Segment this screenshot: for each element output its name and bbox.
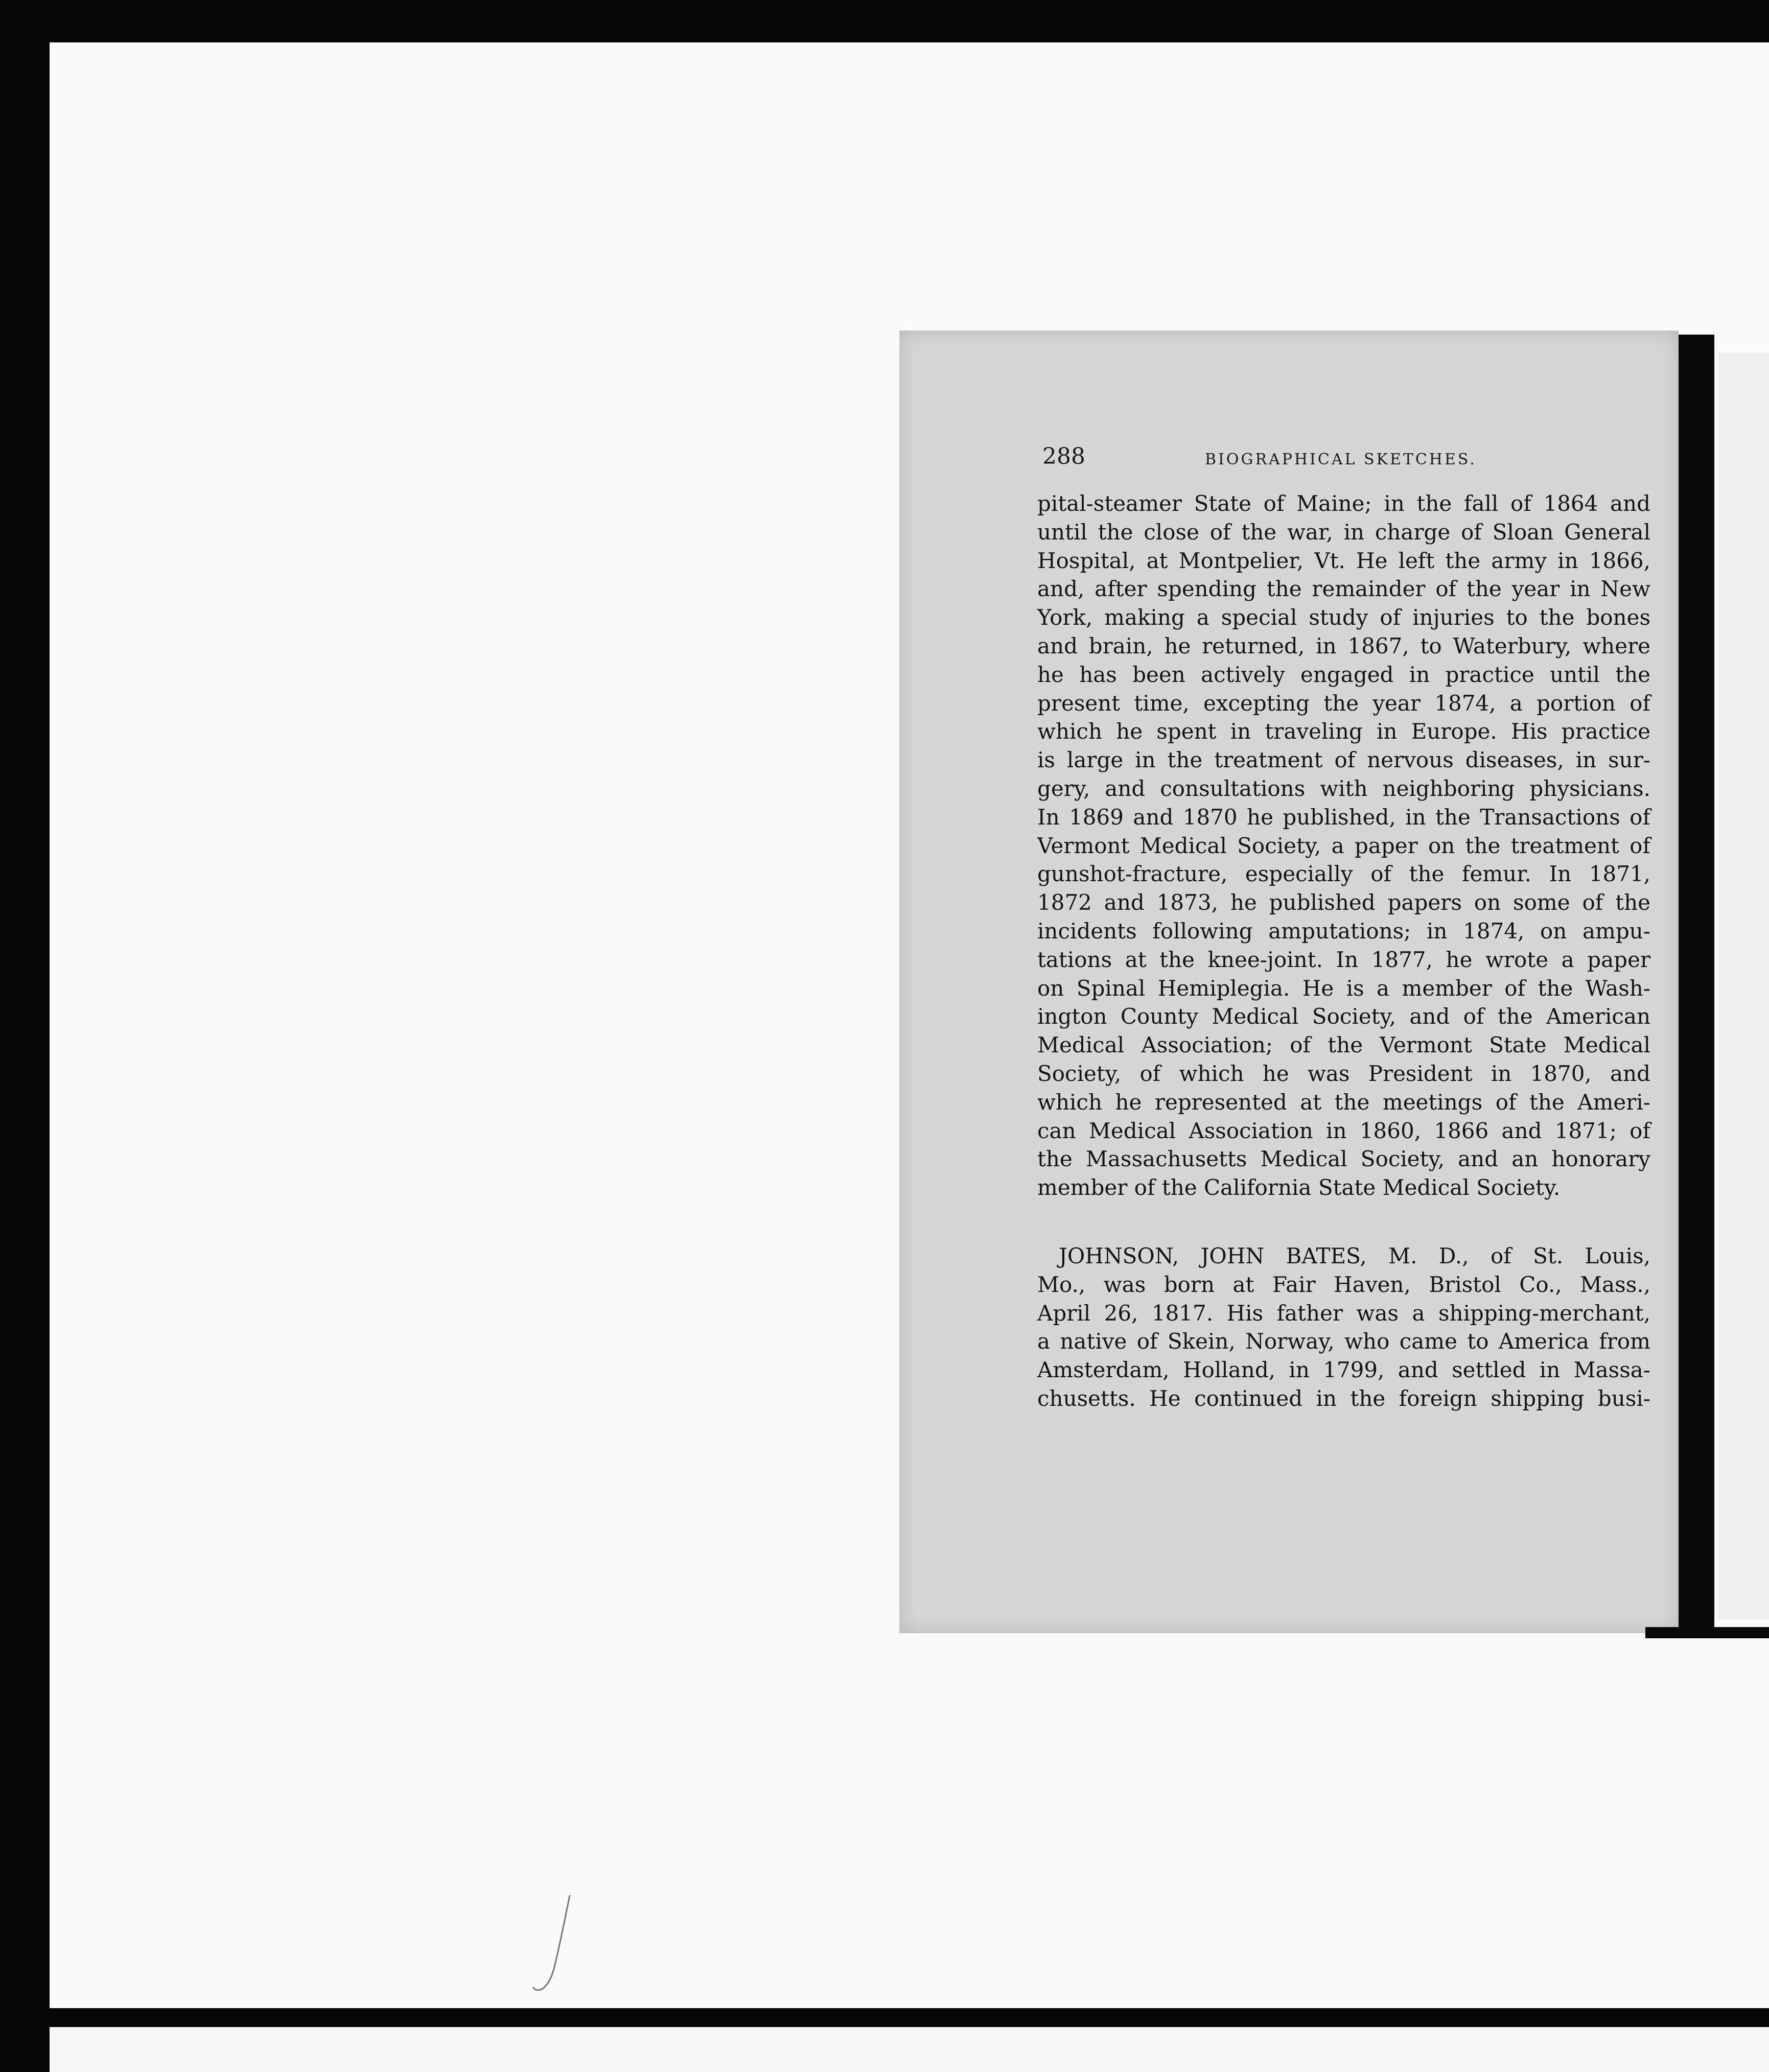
page-body <box>1037 489 1650 1413</box>
text-line: Medical Association; of the Vermont State Medical <box>1037 1032 1650 1058</box>
paragraph-gap <box>1037 1202 1650 1242</box>
text-line: which he spent in traveling in Europe. His practice <box>1037 719 1650 744</box>
running-head <box>1042 443 1620 474</box>
text-line: which he represented at the meetings of the Ameri- <box>1037 1089 1650 1115</box>
binding-bottom-edge <box>1645 1627 1769 1638</box>
text-line: and brain, he returned, in 1867, to Waterbury, where <box>1037 633 1650 658</box>
text-line: York, making a special study of injuries to the bones <box>1037 605 1650 630</box>
facing-page-edge <box>1718 352 1769 1619</box>
text-line: pital-steamer State of Maine; in the fall of 1864 and <box>1037 491 1650 516</box>
text-line: 1872 and 1873, he published papers on some of the <box>1037 890 1650 915</box>
text-line: can Medical Association in 1860, 1866 and 1871; of <box>1037 1118 1650 1143</box>
next-sheet-edge <box>50 2027 1769 2072</box>
text-line: until the close of the war, in charge of Sloan General <box>1037 519 1650 545</box>
text-line: incidents following amputations; in 1874, on ampu- <box>1037 918 1650 944</box>
text-line: Amsterdam, Holland, in 1799, and settled in Massa- <box>1037 1357 1650 1383</box>
text-line: In 1869 and 1870 he published, in the Transactions of <box>1037 804 1650 830</box>
text-line: ington County Medical Society, and of the American <box>1037 1004 1650 1029</box>
text-line: April 26, 1817. His father was a shipping-merchant, <box>1037 1300 1650 1326</box>
text-line: gery, and consultations with neighboring physicians. <box>1037 775 1650 801</box>
text-line: on Spinal Hemiplegia. He is a member of the Wash- <box>1037 975 1650 1001</box>
text-line: tations at the knee-joint. In 1877, he wrote a paper <box>1037 947 1650 972</box>
text-line: chusetts. He continued in the foreign shipping busi- <box>1037 1385 1650 1411</box>
text-line: Vermont Medical Society, a paper on the treatment of <box>1037 833 1650 858</box>
text-line: gunshot-fracture, especially of the femur. In 1871, <box>1037 861 1650 887</box>
text-line: member of the California State Medical Society. <box>1037 1175 1561 1200</box>
text-line: the Massachusetts Medical Society, and an honorary <box>1037 1146 1650 1172</box>
text-line: present time, excepting the year 1874, a portion of <box>1037 690 1650 716</box>
page-number: 288 <box>1042 443 1085 469</box>
text-line: Hospital, at Montpelier, Vt. He left the army in 1866, <box>1037 548 1650 573</box>
text-line: and, after spending the remainder of the year in New <box>1037 576 1650 602</box>
scan-stray-mark <box>529 1890 575 2008</box>
running-head-title: BIOGRAPHICAL SKETCHES. <box>1205 451 1477 468</box>
text-line: JOHNSON, JOHN BATES, M. D., of St. Louis, <box>1059 1243 1650 1268</box>
text-line: Mo., was born at Fair Haven, Bristol Co., Mass., <box>1037 1272 1650 1297</box>
page-binding-edge <box>1679 335 1714 1632</box>
text-line: he has been actively engaged in practice until the <box>1037 662 1650 687</box>
text-line: Society, of which he was President in 1870, and <box>1037 1061 1650 1086</box>
text-line: a native of Skein, Norway, who came to America from <box>1037 1329 1650 1354</box>
text-line: is large in the treatment of nervous diseases, in sur- <box>1037 747 1650 773</box>
